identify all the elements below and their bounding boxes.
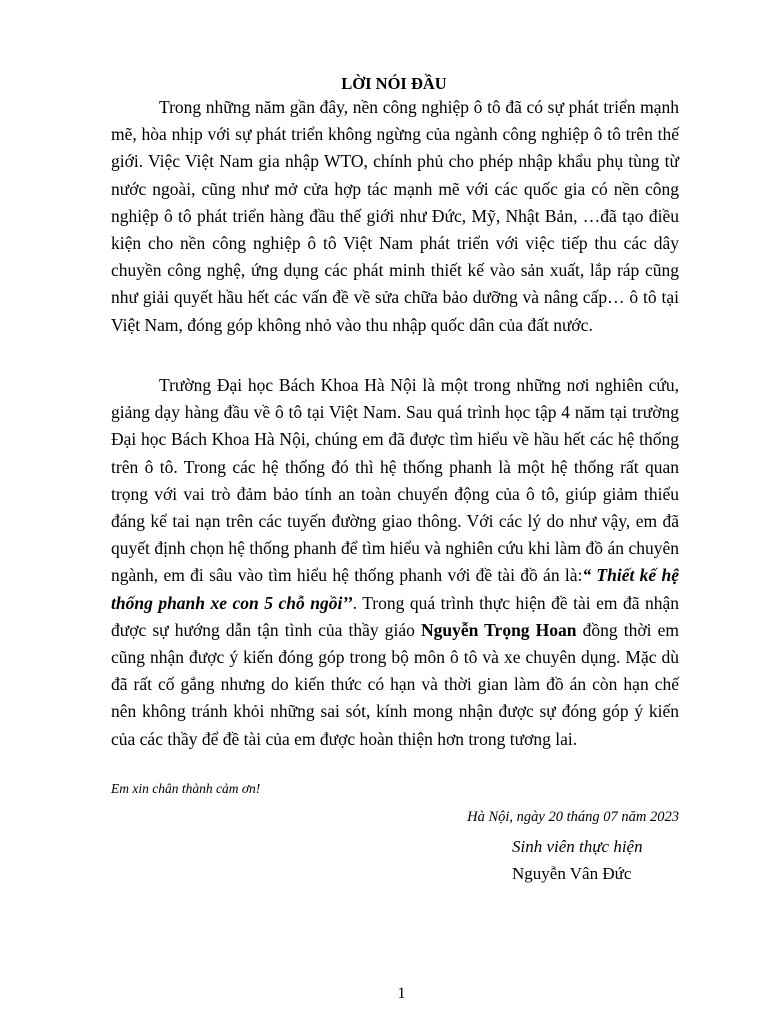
advisor-name: Nguyễn Trọng Hoan — [421, 619, 577, 640]
paragraph-thesis — [111, 372, 679, 753]
thanks-line: Em xin chân thành cảm ơn! — [111, 781, 261, 796]
paragraph-thesis-part2: . Trong quá trình thực hiện đề tài em đã nhận được sự hướng dẫn tận tình của thầy giáo — [111, 592, 679, 640]
paragraph-intro: Trong những năm gần đây, nền công nghiệp ô tô đã có sự phát triển mạnh mẽ, hòa nhịp với sự phát triển không ngừng của ngành công nghiệp ô tô trên thế giới. Việc Việt Nam gia nhập WTO, chính phủ cho phép nhập khẩu phụ tùng từ nước ngoài, cũng như mở cửa hợp tác mạnh mẽ với các quốc gia có nền công nghiệp ô tô phát triển hàng đầu thế giới như Đức, Mỹ, Nhật Bản, …đã tạo điều kiện cho nền công nghiệp ô tô Việt Nam phát triển với việc tiếp thu các dây chuyền công nghệ, ứng dụng các phát minh thiết kế vào sản xuất, lắp ráp cũng như giải quyết hầu hết các vấn đề về sửa chữa bảo dưỡng và nâng cấp… ô tô tại Việt Nam, đóng góp không nhỏ vào thu nhập quốc dân của đất nước. — [111, 97, 679, 335]
signer-name: Nguyễn Vân Đức — [512, 864, 632, 883]
paragraph-thesis-part3: đồng thời em cũng nhận được ý kiến đóng góp trong bộ môn ô tô và xe chuyên dụng. Mặc dù đã rất cố gắng nhưng do kiến thức có hạn và thời gian làm đồ án còn hạn chế nên không tránh khỏi những sai sót, kính mong nhận được sự đóng góp ý kiến của các thầy để đề tài của em được hoàn thiện hơn trong tương lai. — [111, 619, 679, 749]
page-number: 1 — [397, 985, 406, 1002]
signer-role: Sinh viên thực hiện — [512, 837, 643, 856]
date-line: Hà Nội, ngày 20 tháng 07 năm 2023 — [467, 809, 679, 825]
paragraph-thesis-part1: Trường Đại học Bách Khoa Hà Nội là một trong những nơi nghiên cứu, giảng dạy hàng đầu về ô tô tại Việt Nam. Sau quá trình học tập 4 năm tại trường Đại học Bách Khoa Hà Nội, chúng em đã được tìm hiểu về hầu hết các hệ thống trên ô tô. Trong các hệ thống đó thì hệ thống phanh là một hệ thống rất quan trọng với vai trò đảm bảo tính an toàn chuyển động của ô tô, giúp giảm thiểu đáng kể tai nạn trên các tuyến đường giao thông. Với các lý do như vậy, em đã quyết định chọn hệ thống phanh để tìm hiểu và nghiên cứu khi làm đồ án chuyên ngành, em đi sâu vào tìm hiểu hệ thống phanh với đề tài đồ án là: — [111, 375, 679, 586]
thesis-title: “ Thiết kế hệ thống phanh xe con 5 chỗ ngồi’’ — [111, 565, 679, 613]
page-title: LỜI NÓI ĐẦU — [341, 74, 447, 93]
